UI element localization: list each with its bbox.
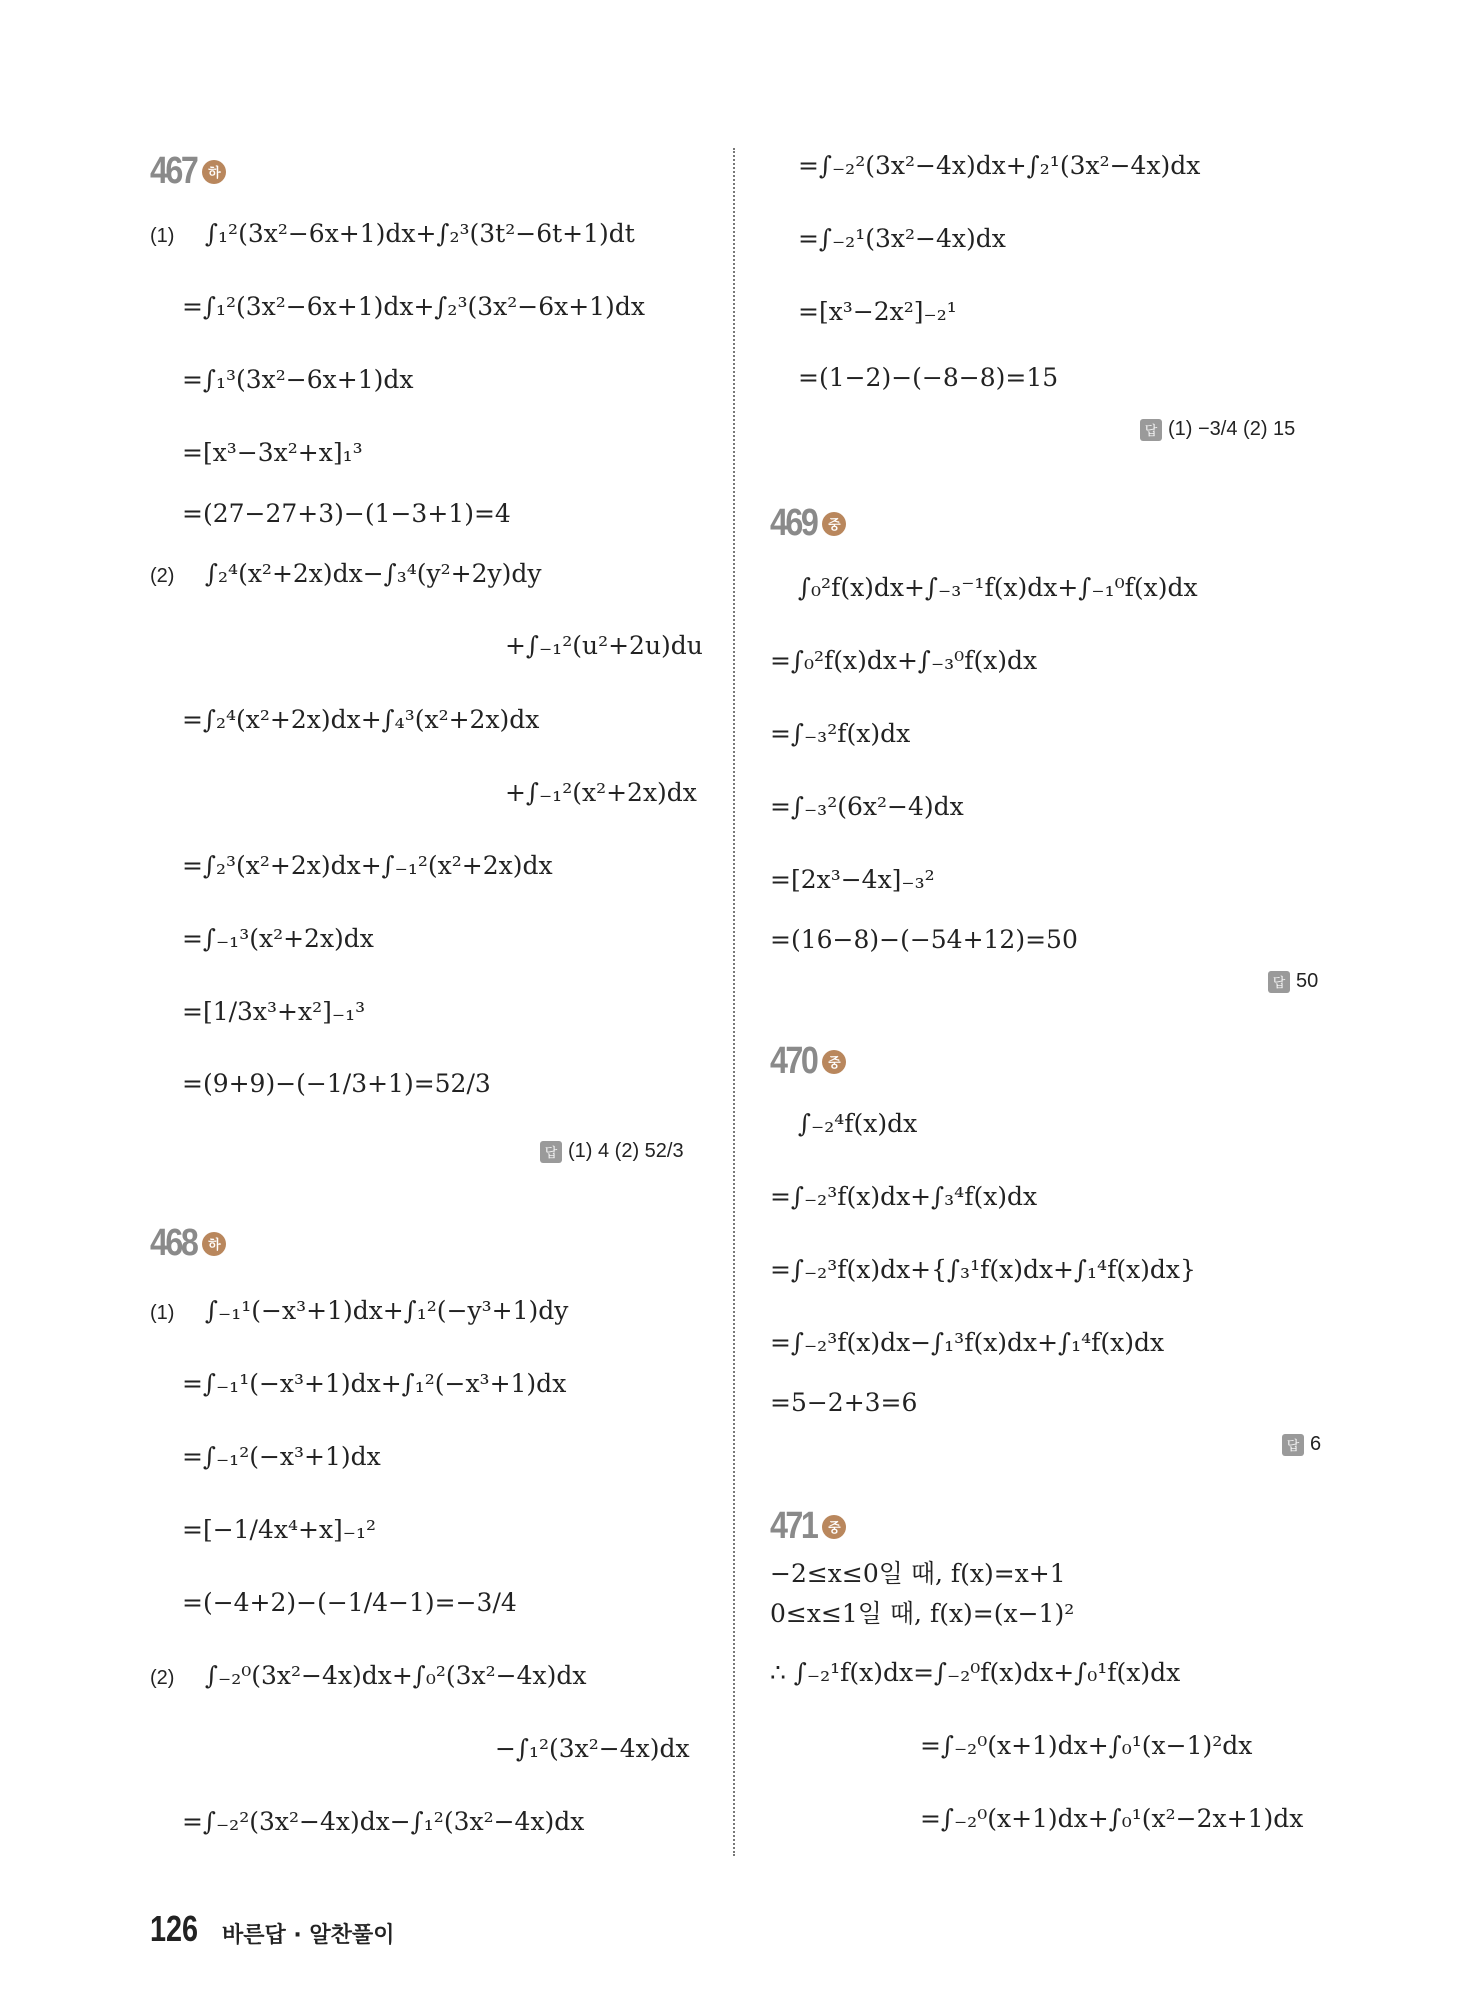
answer-text: 50 [1296, 970, 1319, 992]
math-line: =∫₂³(x²+2x)dx+∫₋₁²(x²+2x)dx [182, 851, 553, 880]
math-line: =∫₋₂²(3x²−4x)dx−∫₁²(3x²−4x)dx [182, 1807, 585, 1836]
math-line: =∫₋₂⁰(x+1)dx+∫₀¹(x−1)²dx [920, 1731, 1253, 1760]
math-line: =∫₁²(3x²−6x+1)dx+∫₂³(3x²−6x+1)dx [182, 292, 645, 321]
math-line: =∫₋₂³f(x)dx−∫₁³f(x)dx+∫₁⁴f(x)dx [770, 1328, 1165, 1357]
math-line: =∫₋₁¹(−x³+1)dx+∫₁²(−x³+1)dx [182, 1369, 567, 1398]
problem-471-header [770, 1505, 846, 1548]
math-line: =5−2+3=6 [770, 1388, 918, 1417]
math-line: =(9+9)−(−1/3+1)=52/3 [182, 1069, 491, 1098]
problem-number: 469 [770, 502, 817, 544]
math-line: =[−1/4x⁴+x]₋₁² [182, 1515, 377, 1544]
answer-text: (1) 4 (2) 52/3 [568, 1140, 684, 1162]
math-line: =[x³−3x²+x]₁³ [182, 438, 363, 467]
answer-icon: 답 [540, 1141, 562, 1163]
math-line: +∫₋₁²(x²+2x)dx [505, 778, 697, 807]
math-line: =∫₁³(3x²−6x+1)dx [182, 365, 414, 394]
page-number: 126 [150, 1908, 199, 1949]
answer-469 [1268, 970, 1318, 993]
answer-icon: 답 [1268, 971, 1290, 993]
math-line: =∫₂⁴(x²+2x)dx+∫₄³(x²+2x)dx [182, 705, 540, 734]
math-line: =[1/3x³+x²]₋₁³ [182, 997, 366, 1026]
math-line: =(1−2)−(−8−8)=15 [798, 363, 1059, 392]
part-label: (1) [150, 225, 175, 247]
problem-number: 468 [150, 1222, 197, 1264]
math-line: =∫₋₃²f(x)dx [770, 719, 911, 748]
math-line: =∫₋₁²(−x³+1)dx [182, 1442, 381, 1471]
math-line: =(−4+2)−(−1/4−1)=−3/4 [182, 1588, 517, 1617]
math-line: =∫₋₂⁰(x+1)dx+∫₀¹(x²−2x+1)dx [920, 1804, 1304, 1833]
answer-icon: 답 [1140, 419, 1162, 441]
difficulty-badge: 중 [822, 1515, 846, 1539]
part-label: (2) [150, 1667, 175, 1689]
difficulty-badge: 하 [202, 1232, 226, 1256]
math-line: =∫₋₂³f(x)dx+∫₃⁴f(x)dx [770, 1182, 1038, 1211]
answer-470 [1282, 1433, 1321, 1456]
answer-icon: 답 [1282, 1434, 1304, 1456]
difficulty-badge: 중 [822, 512, 846, 536]
math-line: =[2x³−4x]₋₃² [770, 865, 935, 894]
math-line: =[x³−2x²]₋₂¹ [798, 297, 957, 326]
math-line: =(27−27+3)−(1−3+1)=4 [182, 499, 511, 528]
difficulty-badge: 중 [822, 1050, 846, 1074]
math-line: =∫₋₃²(6x²−4)dx [770, 792, 964, 821]
answer-468 [1140, 418, 1295, 441]
math-line: 0≤x≤1일 때, f(x)=(x−1)² [770, 1599, 1075, 1628]
problem-470-header [770, 1040, 846, 1083]
difficulty-badge: 하 [202, 160, 226, 184]
math-line: ∫₋₂⁰(3x²−4x)dx+∫₀²(3x²−4x)dx [205, 1661, 587, 1690]
math-line: ∫₀²f(x)dx+∫₋₃⁻¹f(x)dx+∫₋₁⁰f(x)dx [798, 573, 1198, 602]
problem-number: 470 [770, 1040, 817, 1082]
part-label: (2) [150, 565, 175, 587]
math-line: ∫₂⁴(x²+2x)dx−∫₃⁴(y²+2y)dy [205, 559, 542, 588]
problem-469-header [770, 502, 846, 545]
math-line: =∫₋₂¹(3x²−4x)dx [798, 224, 1006, 253]
footer-title: 바른답 · 알찬풀이 [222, 1923, 395, 1948]
answer-text: 6 [1310, 1433, 1322, 1455]
math-line: =∫₀²f(x)dx+∫₋₃⁰f(x)dx [770, 646, 1038, 675]
problem-468-header [150, 1222, 226, 1265]
math-line: =∫₋₂³f(x)dx+{∫₃¹f(x)dx+∫₁⁴f(x)dx} [770, 1255, 1196, 1284]
math-line: ∫₋₂⁴f(x)dx [798, 1109, 918, 1138]
math-line: ∫₋₁¹(−x³+1)dx+∫₁²(−y³+1)dy [205, 1296, 569, 1325]
math-line: =∫₋₂²(3x²−4x)dx+∫₂¹(3x²−4x)dx [798, 151, 1201, 180]
column-divider [733, 148, 735, 1856]
math-line: =∫₋₁³(x²+2x)dx [182, 924, 374, 953]
problem-467-header [150, 150, 226, 193]
answer-467 [540, 1140, 684, 1163]
math-line: ∫₁²(3x²−6x+1)dx+∫₂³(3t²−6t+1)dt [205, 219, 635, 248]
math-line: =(16−8)−(−54+12)=50 [770, 925, 1078, 954]
math-line: −∫₁²(3x²−4x)dx [495, 1734, 690, 1763]
problem-number: 471 [770, 1505, 817, 1547]
answer-text: (1) −3/4 (2) 15 [1168, 418, 1296, 440]
problem-number: 467 [150, 150, 197, 192]
math-line: +∫₋₁²(u²+2u)du [505, 631, 703, 660]
math-line: −2≤x≤0일 때, f(x)=x+1 [770, 1559, 1066, 1588]
math-line: ∴ ∫₋₂¹f(x)dx=∫₋₂⁰f(x)dx+∫₀¹f(x)dx [770, 1658, 1181, 1687]
part-label: (1) [150, 1302, 175, 1324]
